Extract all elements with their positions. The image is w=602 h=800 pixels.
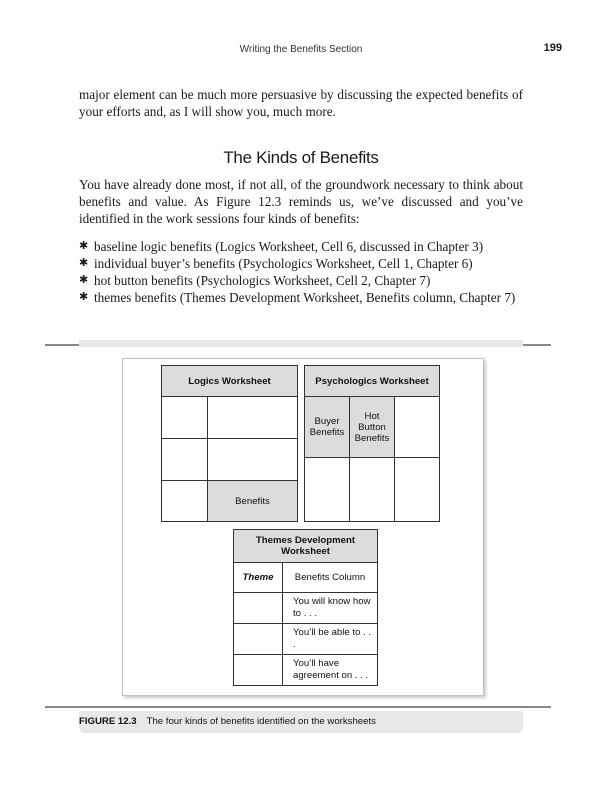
list-item-text: hot button benefits (Psychologics Worksheet, Cell 2, Chapter 7)	[94, 273, 431, 288]
benefits-row-1: You will know how to . . .	[282, 592, 378, 624]
logics-cell-5	[161, 480, 208, 522]
list-item-text: individual buyer’s benefits (Psychologics Worksheet, Cell 1, Chapter 6)	[94, 256, 473, 271]
bullet-icon: ✱	[79, 240, 89, 252]
psychologics-cell-4	[304, 457, 350, 522]
logics-cell-2	[207, 396, 298, 439]
body-paragraph: You have already done most, if not all, of the groundwork necessary to think about benefits and value. As Figure 12.3 reminds us, we’ve discussed and you’ve identified in the work sessions four kinds of benefits:	[79, 177, 523, 226]
hot-button-benefits-cell: Hot Button Benefits	[349, 396, 395, 458]
buyer-benefits-cell: Buyer Benefits	[304, 396, 350, 458]
theme-header-cell: Theme	[233, 562, 283, 593]
figure-label: FIGURE 12.3	[79, 716, 137, 727]
theme-cell-1	[233, 592, 283, 624]
figure-top-band	[79, 340, 523, 347]
figure-bottom-rule	[45, 706, 551, 708]
logics-benefits-cell: Benefits	[207, 480, 298, 522]
bullet-icon: ✱	[79, 257, 89, 269]
running-head: Writing the Benefits Section	[239, 44, 363, 55]
list-item	[79, 255, 539, 272]
psychologics-cell-5	[349, 457, 395, 522]
logics-worksheet-title: Logics Worksheet	[161, 365, 298, 397]
psychologics-cell-6	[394, 457, 440, 522]
logics-cell-4	[207, 438, 298, 481]
benefits-column-header: Benefits Column	[282, 562, 378, 593]
psychologics-cell-3	[394, 396, 440, 458]
list-item	[79, 272, 539, 289]
themes-worksheet-title: Themes Development Worksheet	[233, 529, 378, 563]
benefits-row-2: You’ll be able to . . .	[282, 623, 378, 655]
list-item-text: themes benefits (Themes Development Worksheet, Benefits column, Chapter 7)	[94, 290, 516, 305]
benefits-row-3: You’ll have agreement on . . .	[282, 654, 378, 686]
bullet-icon: ✱	[79, 291, 89, 303]
bullet-icon: ✱	[79, 274, 89, 286]
section-heading: The Kinds of Benefits	[223, 148, 379, 167]
intro-paragraph: major element can be much more persuasive by discussing the expected benefits of your efforts and, as I will show you, much more.	[79, 87, 523, 119]
list-item	[79, 238, 539, 255]
logics-cell-1	[161, 396, 208, 439]
psychologics-worksheet-title: Psychologics Worksheet	[304, 365, 440, 397]
caption-text: The four kinds of benefits identified on the worksheets	[146, 716, 376, 727]
page-number: 199	[543, 42, 562, 54]
figure-panel	[122, 358, 484, 696]
theme-cell-2	[233, 623, 283, 655]
figure-caption	[79, 716, 523, 727]
list-item	[79, 289, 539, 306]
list-item-text: baseline logic benefits (Logics Worksheet, Cell 6, discussed in Chapter 3)	[94, 239, 484, 254]
benefits-list	[79, 238, 539, 306]
logics-cell-3	[161, 438, 208, 481]
theme-cell-3	[233, 654, 283, 686]
